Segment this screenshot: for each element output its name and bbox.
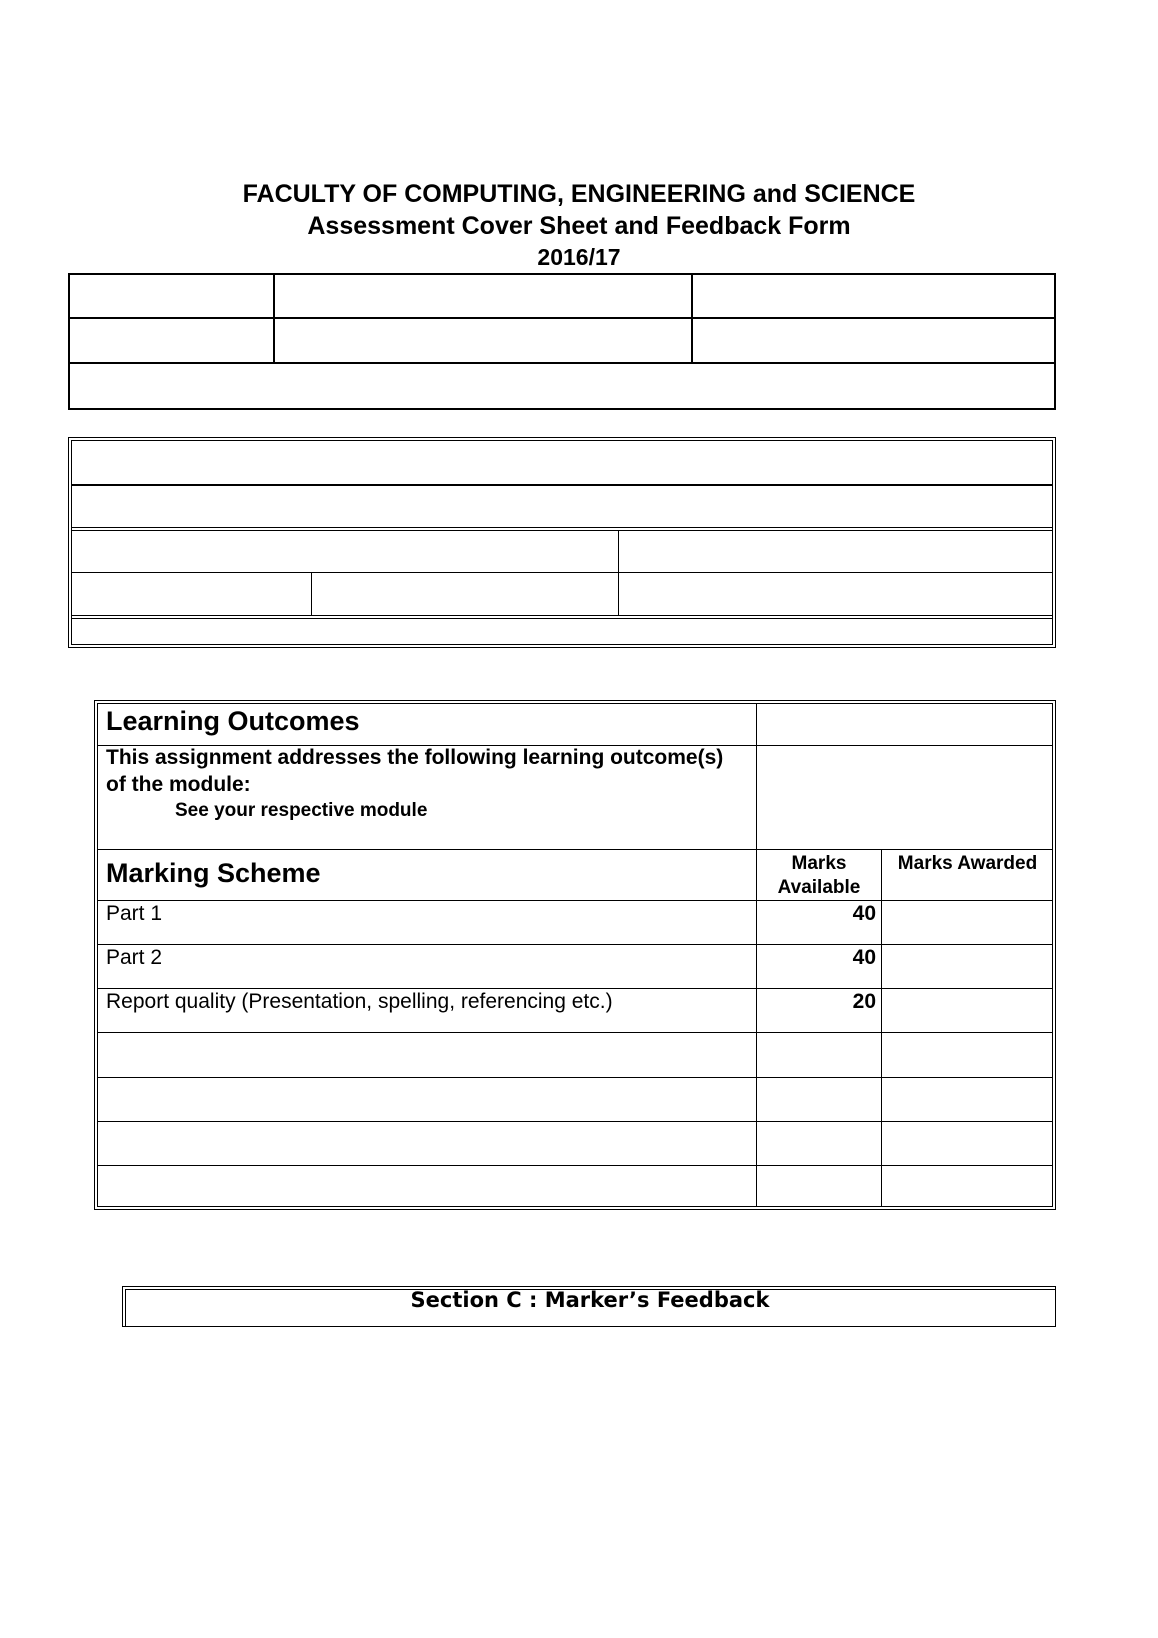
- faculty-title: FACULTY OF COMPUTING, ENGINEERING and SCIENCE: [242, 180, 916, 208]
- scheme-row-awarded-input[interactable]: [882, 901, 1052, 944]
- assignment-cell-2[interactable]: [72, 486, 1052, 527]
- scheme-row-available: 40: [852, 902, 876, 925]
- section-c-title: Section C : Marker’s Feedback: [410, 1288, 770, 1312]
- assignment-cell-5[interactable]: [72, 573, 311, 615]
- scheme-row-label: Part 1: [106, 902, 163, 925]
- scheme-row-available: 20: [852, 990, 876, 1013]
- scheme-row-awarded-input[interactable]: [882, 945, 1052, 988]
- assignment-cell-6[interactable]: [312, 573, 618, 615]
- empty-row-cell[interactable]: [98, 1166, 756, 1206]
- learning-outcomes-title: Learning Outcomes: [106, 706, 360, 736]
- assignment-cell-8[interactable]: [72, 619, 1052, 644]
- scheme-row-label: Report quality (Presentation, spelling, referencing etc.): [106, 990, 613, 1013]
- scheme-row-label: Part 2: [106, 946, 163, 969]
- info-cell-7[interactable]: [70, 364, 1054, 408]
- assignment-cell-1[interactable]: [72, 441, 1052, 484]
- assignment-cell-7[interactable]: [619, 573, 1052, 615]
- assignment-cell-4[interactable]: [619, 531, 1052, 572]
- scheme-row-available: 40: [852, 946, 876, 969]
- info-cell-4[interactable]: [70, 319, 273, 362]
- learning-outcomes-description: This assignment addresses the following learning outcome(s) of the module:: [106, 746, 724, 796]
- empty-row-cell[interactable]: [98, 1078, 756, 1121]
- empty-row-cell[interactable]: [98, 1033, 756, 1077]
- assignment-cell-3[interactable]: [72, 531, 618, 572]
- info-cell-6[interactable]: [693, 319, 1054, 362]
- info-cell-5[interactable]: [275, 319, 691, 362]
- marking-scheme-title: Marking Scheme: [106, 858, 321, 888]
- learning-outcomes-note: See your respective module: [175, 800, 428, 821]
- marks-available-header: Marks Available: [777, 853, 861, 898]
- form-title: Assessment Cover Sheet and Feedback Form: [307, 212, 851, 240]
- info-cell-2[interactable]: [275, 275, 691, 317]
- marks-awarded-header: Marks Awarded: [897, 853, 1038, 874]
- academic-year: 2016/17: [537, 244, 621, 270]
- info-cell-3[interactable]: [693, 275, 1054, 317]
- info-cell-1[interactable]: [70, 275, 273, 317]
- empty-row-cell[interactable]: [98, 1122, 756, 1165]
- scheme-row-awarded-input[interactable]: [882, 989, 1052, 1032]
